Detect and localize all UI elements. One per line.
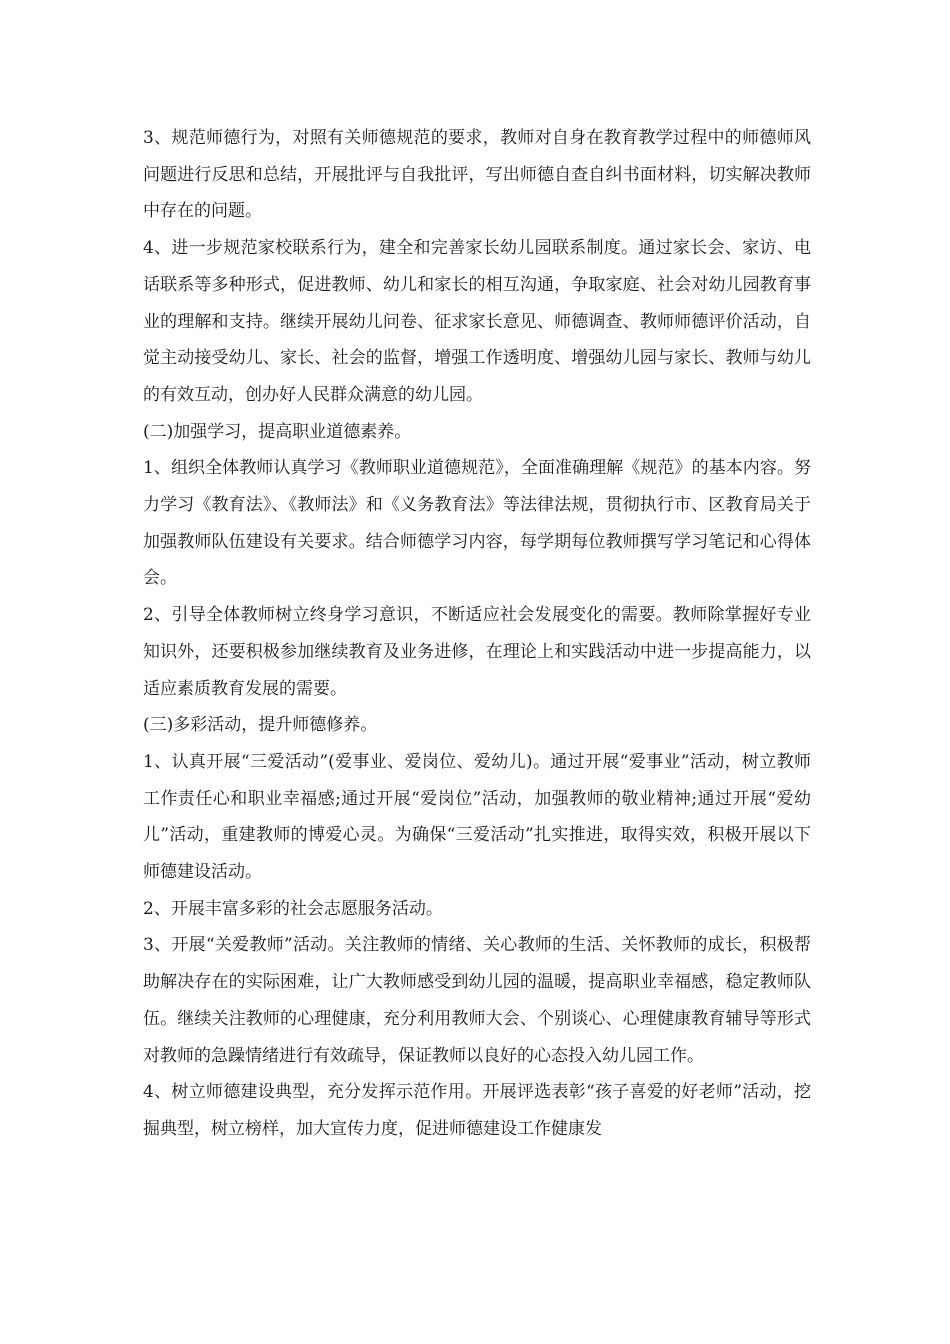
paragraph-item-4-home-school: 4、进一步规范家校联系行为，建全和完善家长幼儿园联系制度。通过家长会、家访、电话联系等多种形式，促进教师、幼儿和家长的相互沟通，争取家庭、社会对幼儿园教育事业的理解和支持。继续开展幼儿问卷、征求家长意见、师德调查、教师师德评价活动，自觉主动接受幼儿、家长、社会的监督，增强工作透明度、增强幼儿园与家长、教师与幼儿的有效互动，创办好人民群众满意的幼儿园。 — [143, 238, 811, 405]
paragraph-item-1-study: 1、组织全体教师认真学习《教师职业道德规范》，全面准确理解《规范》的基本内容。努力学习《教育法》、《教师法》和《义务教育法》等法律法规，贯彻执行市、区教育局关于加强教师队伍建设有关要求。结合师德学习内容，每学期每位教师撰写学习笔记和心得体会。 — [143, 458, 811, 589]
paragraph-item-2-lifelong-learning: 2、引导全体教师树立终身学习意识，不断适应社会发展变化的需要。教师除掌握好专业知识外，还要积极参加继续教育及业务进修，在理论上和实践活动中进一步提高能力，以适应素质教育发展的需要。 — [143, 605, 811, 699]
section-heading-2: (二)加强学习，提高职业道德素养。 — [143, 421, 412, 442]
paragraph-item-4-role-models: 4、树立师德建设典型，充分发挥示范作用。开展评选表彰“孩子喜爱的好老师”活动，挖掘典型，树立榜样，加大宣传力度，促进师德建设工作健康发 — [143, 1082, 811, 1139]
document-body — [143, 120, 811, 1148]
section-heading-3: (三)多彩活动，提升师德修养。 — [143, 715, 378, 736]
paragraph-item-3-conduct: 3、规范师德行为，对照有关师德规范的要求，教师对自身在教育教学过程中的师德师风问题进行反思和总结，开展批评与自我批评，写出师德自查自纠书面材料，切实解决教师中存在的问题。 — [143, 128, 811, 222]
paragraph-item-2-volunteer: 2、开展丰富多彩的社会志愿服务活动。 — [143, 898, 443, 919]
paragraph-item-1-three-loves: 1、认真开展“三爱活动”(爱事业、爱岗位、爱幼儿)。通过开展“爱事业”活动，树立教师工作责任心和职业幸福感;通过开展“爱岗位”活动，加强教师的敬业精神;通过开展“爱幼儿”活动，重建教师的博爱心灵。为确保“三爱活动”扎实推进，取得实效，积极开展以下师德建设活动。 — [143, 751, 811, 883]
paragraph-item-3-care-teachers: 3、开展“关爱教师”活动。关注教师的情绪、关心教师的生活、关怀教师的成长，积极帮助解决存在的实际困难，让广大教师感受到幼儿园的温暖，提高职业幸福感，稳定教师队伍。继续关注教师的心理健康，充分利用教师大会、个别谈心、心理健康教育辅导等形式对教师的急躁情绪进行有效疏导，保证教师以良好的心态投入幼儿园工作。 — [143, 935, 811, 1066]
